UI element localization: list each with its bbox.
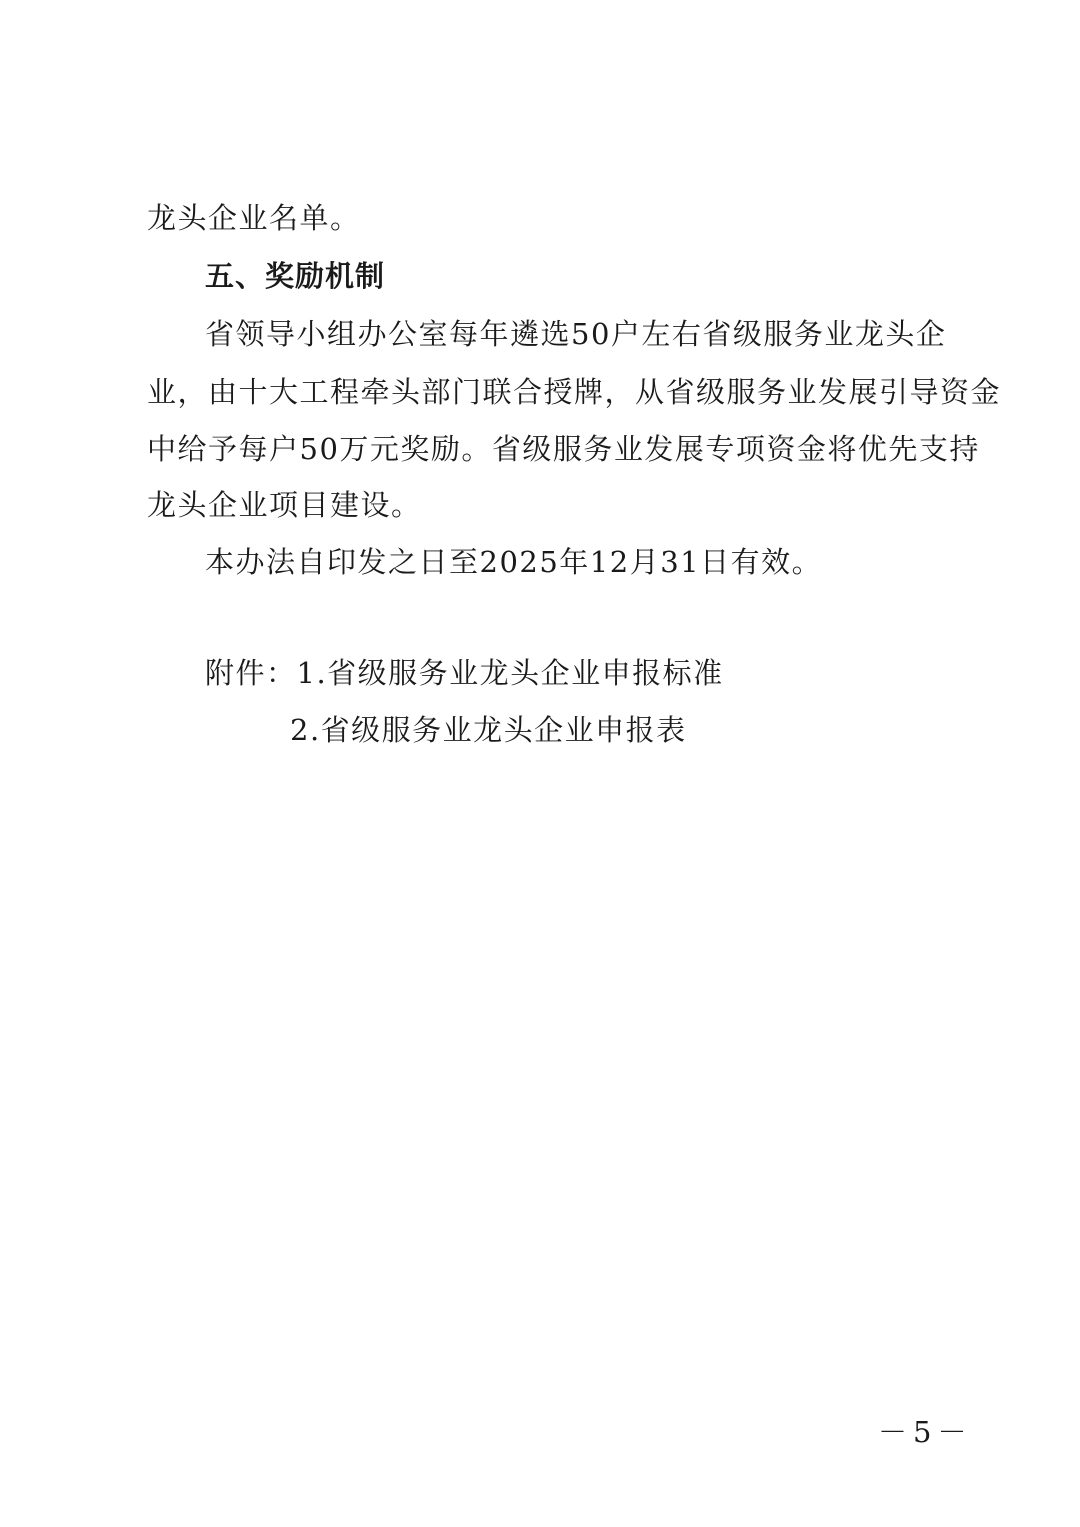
- paragraph-line: 业，由十大工程牵头部门联合授牌，从省级服务业发展引导资金: [147, 375, 1002, 409]
- page-number: －5－: [878, 1415, 973, 1449]
- paragraph-line: 中给予每户50万元奖励。省级服务业发展专项资金将优先支持: [147, 432, 980, 466]
- paragraph-line: 龙头企业名单。: [147, 201, 361, 235]
- attachment-item-1: 附件：1.省级服务业龙头企业申报标准: [205, 656, 724, 690]
- paragraph-line: 省领导小组办公室每年遴选50户左右省级服务业龙头企: [205, 317, 947, 351]
- paragraph-line: 龙头企业项目建设。: [147, 488, 422, 522]
- section-heading: 五、奖励机制: [205, 259, 386, 293]
- validity-statement: 本办法自印发之日至2025年12月31日有效。: [205, 545, 823, 579]
- attachment-item-2: 2.省级服务业龙头企业申报表: [290, 713, 687, 747]
